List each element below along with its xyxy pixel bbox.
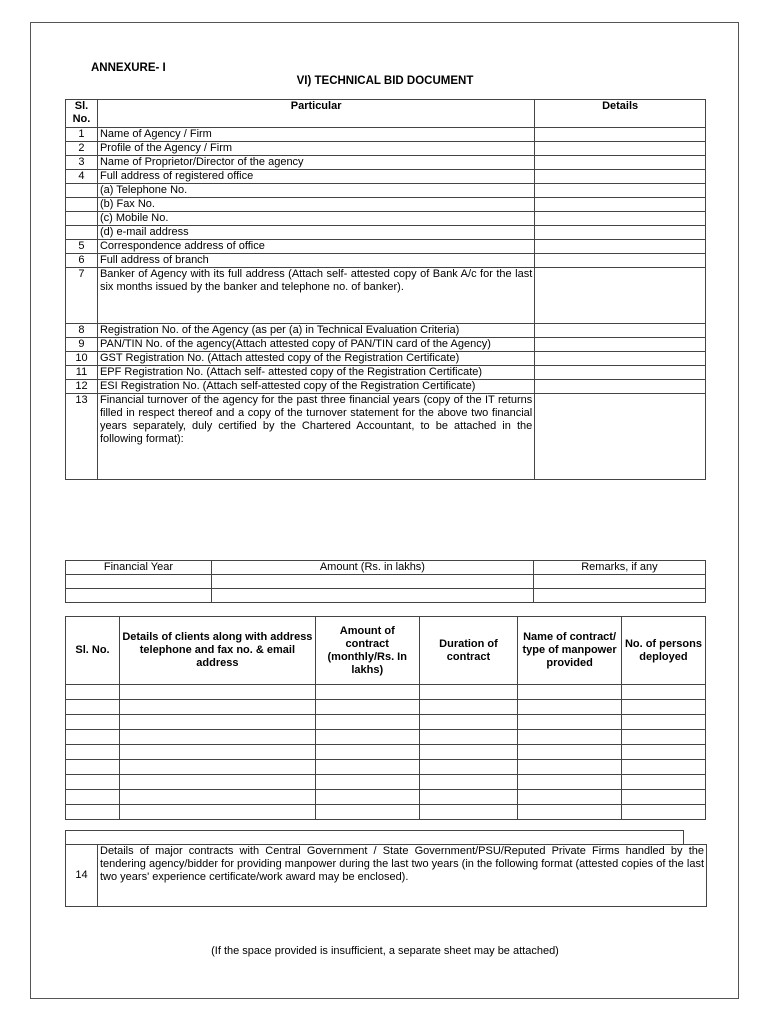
row-details-field[interactable] <box>535 240 706 254</box>
client-row <box>66 700 706 715</box>
row-particular: Registration No. of the Agency (as per (a) in Technical Evaluation Criteria) <box>97 324 534 338</box>
table-row <box>66 212 706 226</box>
remarks-cell[interactable] <box>533 589 705 603</box>
table-row <box>66 128 706 142</box>
table-row <box>66 338 706 352</box>
client-row <box>66 730 706 745</box>
client-cell[interactable] <box>120 730 316 745</box>
header-remarks: Remarks, if any <box>533 561 705 575</box>
row-sl-no: 8 <box>66 324 98 338</box>
row-sl-no: 9 <box>66 338 98 352</box>
client-cell[interactable] <box>518 715 622 730</box>
client-cell[interactable] <box>621 790 705 805</box>
client-cell[interactable] <box>315 805 419 820</box>
row-details-field[interactable] <box>535 128 706 142</box>
client-cell[interactable] <box>315 775 419 790</box>
table-row <box>66 226 706 240</box>
header-sl-no: Sl. No. <box>66 100 98 128</box>
client-cell[interactable] <box>621 805 705 820</box>
client-row <box>66 790 706 805</box>
row-particular: Profile of the Agency / Firm <box>97 142 534 156</box>
row-sl-no: 13 <box>66 394 98 480</box>
year-cell[interactable] <box>66 575 212 589</box>
client-row <box>66 745 706 760</box>
header-client-sl: Sl. No. <box>66 617 120 685</box>
row-sl-no <box>66 198 98 212</box>
row-sl-no <box>66 226 98 240</box>
row-particular: Banker of Agency with its full address (Attach self- attested copy of Bank A/c for the last six months issued by the banker and telephone no. of banker). <box>97 268 534 324</box>
row-sl-no: 1 <box>66 128 98 142</box>
row-sl-no: 4 <box>66 170 98 184</box>
turnover-table <box>65 560 706 603</box>
client-cell[interactable] <box>621 745 705 760</box>
client-cell[interactable] <box>120 805 316 820</box>
header-client-details: Details of clients along with address telephone and fax no. & email address <box>120 617 316 685</box>
table-row <box>66 142 706 156</box>
row-particular: (b) Fax No. <box>97 198 534 212</box>
row-sl-no: 5 <box>66 240 98 254</box>
client-cell[interactable] <box>518 760 622 775</box>
footer-note: (If the space provided is insufficient, a separate sheet may be attached) <box>211 945 559 957</box>
client-cell[interactable] <box>66 700 120 715</box>
annexure-label: ANNEXURE- I <box>91 62 166 74</box>
header-amount: Amount (Rs. in lakhs) <box>211 561 533 575</box>
client-cell[interactable] <box>419 775 518 790</box>
row-details-field[interactable] <box>535 394 706 480</box>
clients-table <box>65 616 706 820</box>
remarks-cell[interactable] <box>533 575 705 589</box>
client-cell[interactable] <box>621 700 705 715</box>
client-cell[interactable] <box>120 760 316 775</box>
client-cell[interactable] <box>66 745 120 760</box>
row-particular: Name of Proprietor/Director of the agency <box>97 156 534 170</box>
client-row <box>66 775 706 790</box>
client-cell[interactable] <box>120 685 316 700</box>
client-cell[interactable] <box>621 685 705 700</box>
row-details-field[interactable] <box>535 338 706 352</box>
client-cell[interactable] <box>621 760 705 775</box>
client-row <box>66 715 706 730</box>
client-cell[interactable] <box>315 685 419 700</box>
header-contract-name: Name of contract/ type of manpower provided <box>518 617 622 685</box>
row-particular: (d) e-mail address <box>97 226 534 240</box>
row-details-field[interactable] <box>535 380 706 394</box>
table-row <box>66 240 706 254</box>
client-cell[interactable] <box>315 730 419 745</box>
client-cell[interactable] <box>419 760 518 775</box>
client-cell[interactable] <box>419 790 518 805</box>
client-cell[interactable] <box>419 730 518 745</box>
row-sl-no: 10 <box>66 352 98 366</box>
table-row <box>66 170 706 184</box>
client-cell[interactable] <box>518 805 622 820</box>
client-cell[interactable] <box>120 775 316 790</box>
row-details-field[interactable] <box>535 366 706 380</box>
client-cell[interactable] <box>621 715 705 730</box>
client-row <box>66 685 706 700</box>
table-row <box>66 184 706 198</box>
client-cell[interactable] <box>419 745 518 760</box>
client-cell[interactable] <box>518 790 622 805</box>
row-details-field[interactable] <box>535 156 706 170</box>
row-details-field[interactable] <box>535 142 706 156</box>
client-cell[interactable] <box>66 790 120 805</box>
table-row <box>66 366 706 380</box>
technical-bid-table <box>65 99 706 480</box>
client-cell[interactable] <box>66 805 120 820</box>
row-sl-no: 3 <box>66 156 98 170</box>
row-particular: Full address of branch <box>97 254 534 268</box>
item-14-table <box>65 830 707 907</box>
client-cell[interactable] <box>518 700 622 715</box>
client-cell[interactable] <box>315 700 419 715</box>
row-particular: GST Registration No. (Attach attested copy of the Registration Certificate) <box>97 352 534 366</box>
row-details-field[interactable] <box>535 170 706 184</box>
row-sl-no <box>66 184 98 198</box>
row-details-field[interactable] <box>535 352 706 366</box>
document-title <box>0 75 770 87</box>
document-title-text: VI) TECHNICAL BID DOCUMENT <box>296 75 474 87</box>
year-cell[interactable] <box>66 589 212 603</box>
row-particular: Financial turnover of the agency for the past three financial years (copy of the IT returns filled in respect thereof and a copy of the turnover statement for the above two financial years separately, duly certified by the Chartered Accountant, to be attached in the following format): <box>97 394 534 480</box>
header-duration: Duration of contract <box>419 617 518 685</box>
table-row <box>66 198 706 212</box>
row-sl-no: 6 <box>66 254 98 268</box>
row-details-field[interactable] <box>535 268 706 324</box>
client-cell[interactable] <box>120 700 316 715</box>
table-row <box>66 380 706 394</box>
client-cell[interactable] <box>621 730 705 745</box>
row-particular: (a) Telephone No. <box>97 184 534 198</box>
client-cell[interactable] <box>621 775 705 790</box>
row-sl-no: 11 <box>66 366 98 380</box>
client-cell[interactable] <box>66 760 120 775</box>
amount-cell[interactable] <box>211 589 533 603</box>
header-details: Details <box>535 100 706 128</box>
row-details-field[interactable] <box>535 184 706 198</box>
row-details-field[interactable] <box>535 198 706 212</box>
table-row <box>66 268 706 324</box>
client-cell[interactable] <box>66 715 120 730</box>
item-14-sl: 14 <box>66 845 98 907</box>
client-cell[interactable] <box>419 805 518 820</box>
client-cell[interactable] <box>315 790 419 805</box>
client-cell[interactable] <box>66 685 120 700</box>
client-cell[interactable] <box>120 745 316 760</box>
client-cell[interactable] <box>419 715 518 730</box>
row-particular: EPF Registration No. (Attach self- attested copy of the Registration Certificate) <box>97 366 534 380</box>
row-details-field[interactable] <box>535 212 706 226</box>
client-cell[interactable] <box>315 715 419 730</box>
row-sl-no: 2 <box>66 142 98 156</box>
client-cell[interactable] <box>66 775 120 790</box>
row-particular: Correspondence address of office <box>97 240 534 254</box>
amount-cell[interactable] <box>211 575 533 589</box>
item-14-text: Details of major contracts with Central Government / State Government/PSU/Reputed Private Firms handled by the tendering agency/bidder for providing manpower during the last two years (in the following format (attested copies of the last two years' experience certificate/work award may be enclosed). <box>98 845 707 907</box>
spacer-cell <box>66 831 684 845</box>
client-cell[interactable] <box>66 730 120 745</box>
header-contract-amount: Amount of contract (monthly/Rs. In lakhs) <box>315 617 419 685</box>
row-particular: ESI Registration No. (Attach self-attested copy of the Registration Certificate) <box>97 380 534 394</box>
row-details-field[interactable] <box>535 226 706 240</box>
row-particular: PAN/TIN No. of the agency(Attach attested copy of PAN/TIN card of the Agency) <box>97 338 534 352</box>
client-cell[interactable] <box>315 760 419 775</box>
row-details-field[interactable] <box>535 324 706 338</box>
client-cell[interactable] <box>315 745 419 760</box>
client-cell[interactable] <box>120 715 316 730</box>
spacer-cell <box>684 831 707 845</box>
client-cell[interactable] <box>518 730 622 745</box>
client-cell[interactable] <box>518 745 622 760</box>
client-row <box>66 805 706 820</box>
client-cell[interactable] <box>120 790 316 805</box>
client-cell[interactable] <box>518 775 622 790</box>
client-row <box>66 760 706 775</box>
client-cell[interactable] <box>419 685 518 700</box>
table-row <box>66 394 706 480</box>
row-sl-no: 12 <box>66 380 98 394</box>
row-particular: Name of Agency / Firm <box>97 128 534 142</box>
row-sl-no: 7 <box>66 268 98 324</box>
client-cell[interactable] <box>518 685 622 700</box>
table-row <box>66 254 706 268</box>
header-particular: Particular <box>97 100 534 128</box>
table-row <box>66 324 706 338</box>
header-persons: No. of persons deployed <box>621 617 705 685</box>
client-cell[interactable] <box>419 700 518 715</box>
row-sl-no <box>66 212 98 226</box>
table-row <box>66 352 706 366</box>
row-particular: Full address of registered office <box>97 170 534 184</box>
row-details-field[interactable] <box>535 254 706 268</box>
header-financial-year: Financial Year <box>66 561 212 575</box>
row-particular: (c) Mobile No. <box>97 212 534 226</box>
table-row <box>66 156 706 170</box>
